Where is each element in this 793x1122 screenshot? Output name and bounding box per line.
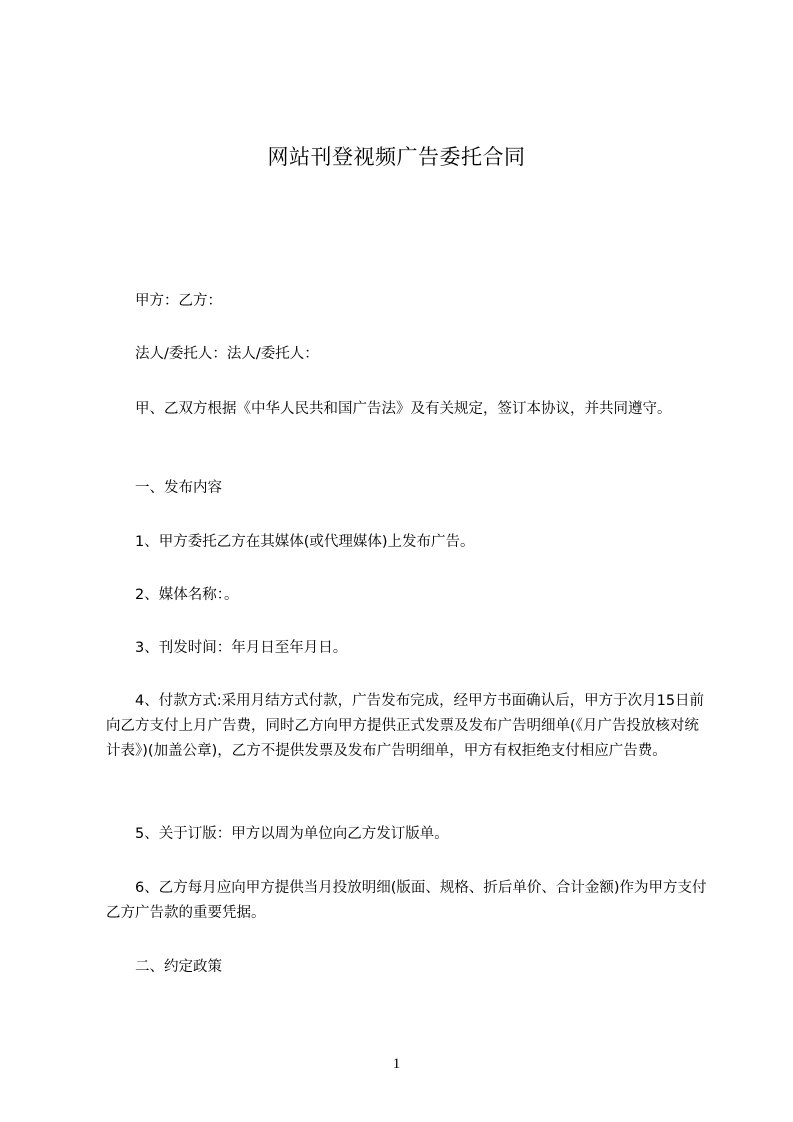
clause-6: 6、乙方每月应向甲方提供当月投放明细(版面、规格、折后单价、合计金额)作为甲方支付乙方广告款的重要凭据。 [106, 880, 707, 921]
clause-5: 5、关于订版：甲方以周为单位向乙方发订版单。 [135, 826, 449, 842]
clause-4: 4、付款方式:采用月结方式付款，广告发布完成，经甲方书面确认后，甲方于次月15日前向乙方支付上月广告费，同时乙方向甲方提供正式发票及发布广告明细单(《月广告投放核对统计表》)(加盖公章)，乙方不提供发票及发布广告明细单，甲方有权拒绝支付相应广告费。 [106, 693, 705, 759]
clause-1: 1、甲方委托乙方在其媒体(或代理媒体)上发布广告。 [135, 534, 475, 550]
document-title: 网站刊登视频广告委托合同 [267, 145, 526, 169]
clause-2: 2、媒体名称：。 [135, 587, 239, 603]
page-number: 1 [392, 1056, 401, 1072]
intro-paragraph: 甲、乙双方根据《中华人民共和国广告法》及有关规定，签订本协议，并共同遵守。 [135, 401, 672, 417]
parties-line: 甲方：乙方： [135, 293, 222, 309]
clause-3: 3、刊发时间：年月日至年月日。 [135, 640, 348, 656]
section-2-heading: 二、约定政策 [135, 959, 222, 975]
section-1-heading: 一、发布内容 [135, 480, 222, 496]
legal-representative-line: 法人/委托人：法人/委托人： [135, 346, 319, 362]
